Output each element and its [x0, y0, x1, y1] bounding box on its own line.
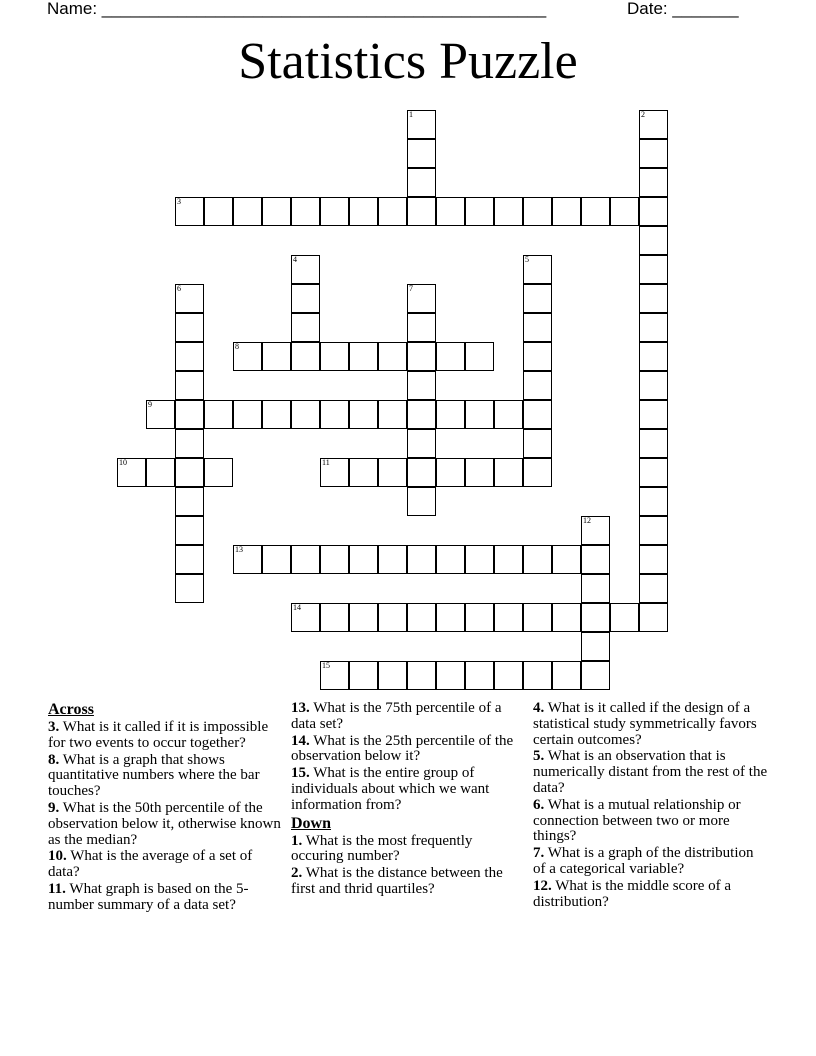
grid-cell[interactable]: [610, 603, 639, 632]
grid-cell[interactable]: [378, 400, 407, 429]
page-title: Statistics Puzzle: [238, 33, 578, 90]
grid-cell[interactable]: [349, 661, 378, 690]
clue-number: 5: [525, 255, 529, 264]
grid-cell[interactable]: [378, 603, 407, 632]
grid-cell[interactable]: [204, 458, 233, 487]
grid-cell[interactable]: [436, 661, 465, 690]
grid-cell[interactable]: [291, 255, 320, 284]
clue-number: 6: [177, 284, 181, 293]
grid-cell[interactable]: [523, 603, 552, 632]
clue-across-11: 11. What graph is based on the 5-number summary of a data set?: [48, 880, 249, 913]
grid-cell[interactable]: [581, 574, 610, 603]
grid-cell[interactable]: [494, 458, 523, 487]
clue-number: 14: [293, 603, 301, 612]
grid-cell[interactable]: [291, 545, 320, 574]
grid-cell[interactable]: [465, 458, 494, 487]
grid-cell[interactable]: [581, 545, 610, 574]
clue-number: 4: [293, 255, 297, 264]
grid-cell[interactable]: [523, 371, 552, 400]
grid-cell[interactable]: [436, 197, 465, 226]
grid-cell[interactable]: [320, 342, 349, 371]
grid-cell[interactable]: [175, 516, 204, 545]
clues-column-3: [533, 700, 769, 910]
grid-cell[interactable]: [465, 197, 494, 226]
grid-cell[interactable]: [175, 313, 204, 342]
clue-across-14: 14. What is the 25th percentile of the observation below it?: [291, 732, 514, 765]
grid-cell[interactable]: [523, 313, 552, 342]
grid-cell[interactable]: [552, 545, 581, 574]
clue-across-10: 10. What is the average of a set of data?: [48, 848, 253, 881]
grid-cell[interactable]: [291, 284, 320, 313]
grid-cell[interactable]: [436, 342, 465, 371]
grid-cell[interactable]: [407, 110, 436, 139]
grid-cell[interactable]: [233, 400, 262, 429]
grid-cell[interactable]: [407, 429, 436, 458]
grid-cell[interactable]: [639, 371, 668, 400]
grid-cell[interactable]: [378, 458, 407, 487]
clue-down-6: 6. What is a mutual relationship or connection between two or more things?: [533, 796, 741, 845]
grid-cell[interactable]: [378, 342, 407, 371]
grid-cell[interactable]: [407, 458, 436, 487]
grid-cell[interactable]: [175, 545, 204, 574]
grid-cell[interactable]: [639, 168, 668, 197]
grid-cell[interactable]: [291, 313, 320, 342]
grid-cell[interactable]: [436, 458, 465, 487]
grid-cell[interactable]: [262, 400, 291, 429]
grid-cell[interactable]: [494, 545, 523, 574]
grid-cell[interactable]: [465, 661, 494, 690]
grid-cell[interactable]: [552, 197, 581, 226]
grid-cell[interactable]: [407, 545, 436, 574]
grid-cell[interactable]: [407, 400, 436, 429]
grid-cell[interactable]: [639, 545, 668, 574]
grid-cell[interactable]: [465, 400, 494, 429]
grid-cell[interactable]: [117, 458, 146, 487]
grid-cell[interactable]: [349, 342, 378, 371]
grid-cell[interactable]: [407, 661, 436, 690]
grid-cell[interactable]: [349, 545, 378, 574]
grid-cell[interactable]: [465, 545, 494, 574]
grid-cell[interactable]: [378, 545, 407, 574]
grid-cell[interactable]: [523, 458, 552, 487]
grid-cell[interactable]: [262, 342, 291, 371]
grid-cell[interactable]: [407, 342, 436, 371]
clue-number: 7: [409, 284, 413, 293]
grid-cell[interactable]: [175, 342, 204, 371]
grid-cell[interactable]: [465, 603, 494, 632]
clue-across-8: 8. What is a graph that shows quantitative numbers where the bar touches?: [48, 751, 260, 800]
grid-cell[interactable]: [175, 487, 204, 516]
grid-cell[interactable]: [407, 487, 436, 516]
grid-cell[interactable]: [523, 429, 552, 458]
clue-down-8: 12. What is the middle score of a distribution?: [533, 877, 732, 910]
grid-cell[interactable]: [407, 168, 436, 197]
grid-cell[interactable]: [494, 400, 523, 429]
grid-cell[interactable]: [175, 284, 204, 313]
grid-cell[interactable]: [175, 371, 204, 400]
clue-number: 9: [148, 400, 152, 409]
grid-cell[interactable]: [204, 197, 233, 226]
grid-cell[interactable]: [146, 400, 175, 429]
grid-cell[interactable]: [581, 603, 610, 632]
clue-across-13: 13. What is the 75th percentile of a data set?: [291, 700, 502, 732]
grid-cell[interactable]: [639, 603, 668, 632]
grid-cell[interactable]: [175, 458, 204, 487]
grid-cell[interactable]: [233, 545, 262, 574]
grid-cell[interactable]: [320, 458, 349, 487]
grid-cell[interactable]: [639, 255, 668, 284]
grid-cell[interactable]: [639, 429, 668, 458]
grid-cell[interactable]: [407, 197, 436, 226]
clue-number: 13: [235, 545, 243, 554]
grid-cell[interactable]: [639, 458, 668, 487]
clue-down-7: 7. What is a graph of the distribution of a categorical variable?: [533, 845, 754, 877]
grid-cell[interactable]: [523, 284, 552, 313]
grid-cell[interactable]: [291, 197, 320, 226]
clue-number: 10: [119, 458, 127, 467]
grid-cell[interactable]: [552, 661, 581, 690]
clue-down-1: 1. What is the most frequently occuring number?: [291, 832, 473, 865]
clue-number: 2: [641, 110, 645, 119]
grid-cell[interactable]: [523, 400, 552, 429]
grid-cell[interactable]: [320, 661, 349, 690]
grid-cell[interactable]: [320, 603, 349, 632]
grid-cell[interactable]: [436, 603, 465, 632]
grid-cell[interactable]: [407, 313, 436, 342]
grid-cell[interactable]: [407, 371, 436, 400]
down-heading: Down: [291, 814, 332, 832]
grid-cell[interactable]: [436, 400, 465, 429]
grid-cell[interactable]: [262, 545, 291, 574]
grid-cell[interactable]: [291, 342, 320, 371]
grid-cell[interactable]: [639, 313, 668, 342]
clue-down-4: 4. What is it called if the design of a statistical study symmetrically favors certain outcomes?: [533, 700, 757, 748]
grid-cell[interactable]: [175, 429, 204, 458]
grid-cell[interactable]: [349, 458, 378, 487]
name-field[interactable]: Name: _______________________________________________: [47, 0, 547, 18]
clue-number: 11: [322, 458, 330, 467]
clue-across-3: 3. What is it called if it is impossible for two events to occur together?: [48, 719, 269, 751]
grid-cell[interactable]: [146, 458, 175, 487]
grid-cell[interactable]: [523, 661, 552, 690]
grid-cell[interactable]: [349, 603, 378, 632]
across-heading: Across: [48, 701, 94, 718]
grid-cell[interactable]: [407, 603, 436, 632]
grid-cell[interactable]: [233, 197, 262, 226]
grid-cell[interactable]: [581, 661, 610, 690]
grid-cell[interactable]: [175, 197, 204, 226]
grid-cell[interactable]: [320, 545, 349, 574]
clue-number: 1: [409, 110, 413, 119]
grid-cell[interactable]: [349, 400, 378, 429]
grid-cell[interactable]: [494, 603, 523, 632]
grid-cell[interactable]: [639, 197, 668, 226]
grid-cell[interactable]: [581, 197, 610, 226]
clues-column-1: [48, 700, 284, 914]
grid-cell[interactable]: [378, 661, 407, 690]
grid-cell[interactable]: [639, 226, 668, 255]
grid-cell[interactable]: [639, 516, 668, 545]
grid-cell[interactable]: [407, 139, 436, 168]
grid-cell[interactable]: [523, 197, 552, 226]
clue-across-15: 15. What is the entire group of individuals about which we want information from?: [291, 765, 490, 813]
grid-cell[interactable]: [204, 400, 233, 429]
grid-cell[interactable]: [639, 400, 668, 429]
grid-cell[interactable]: [639, 139, 668, 168]
clue-number: 12: [583, 516, 591, 525]
clue-across-9: 9. What is the 50th percentile of the observation below it, otherwise known as the median?: [48, 799, 281, 848]
clue-number: 15: [322, 661, 330, 670]
grid-cell[interactable]: [436, 545, 465, 574]
grid-cell[interactable]: [378, 197, 407, 226]
grid-cell[interactable]: [639, 574, 668, 603]
grid-cell[interactable]: [262, 197, 291, 226]
grid-cell[interactable]: [320, 400, 349, 429]
grid-cell[interactable]: [523, 255, 552, 284]
grid-cell[interactable]: [291, 400, 320, 429]
grid-cell[interactable]: [349, 197, 378, 226]
grid-cell[interactable]: [581, 632, 610, 661]
grid-cell[interactable]: [233, 342, 262, 371]
grid-cell[interactable]: [552, 603, 581, 632]
clue-number: 8: [235, 342, 239, 351]
grid-cell[interactable]: [291, 603, 320, 632]
date-field[interactable]: Date: _______: [627, 0, 739, 18]
grid-cell[interactable]: [581, 516, 610, 545]
clues-column-2: [291, 700, 527, 898]
clue-number: 3: [177, 197, 181, 206]
grid-cell[interactable]: [175, 574, 204, 603]
grid-cell[interactable]: [639, 342, 668, 371]
grid-cell[interactable]: [523, 545, 552, 574]
grid-cell[interactable]: [320, 197, 349, 226]
grid-cell[interactable]: [639, 487, 668, 516]
grid-cell[interactable]: [610, 197, 639, 226]
grid-cell[interactable]: [639, 284, 668, 313]
grid-cell[interactable]: [523, 342, 552, 371]
clue-down-5: 5. What is an observation that is numerically distant from the rest of the data?: [533, 748, 768, 796]
grid-cell[interactable]: [407, 284, 436, 313]
clue-down-2: 2. What is the distance between the first and thrid quartiles?: [291, 865, 503, 897]
grid-cell[interactable]: [494, 661, 523, 690]
grid-cell[interactable]: [494, 197, 523, 226]
grid-cell[interactable]: [175, 400, 204, 429]
grid-cell[interactable]: [465, 342, 494, 371]
grid-cell[interactable]: [639, 110, 668, 139]
